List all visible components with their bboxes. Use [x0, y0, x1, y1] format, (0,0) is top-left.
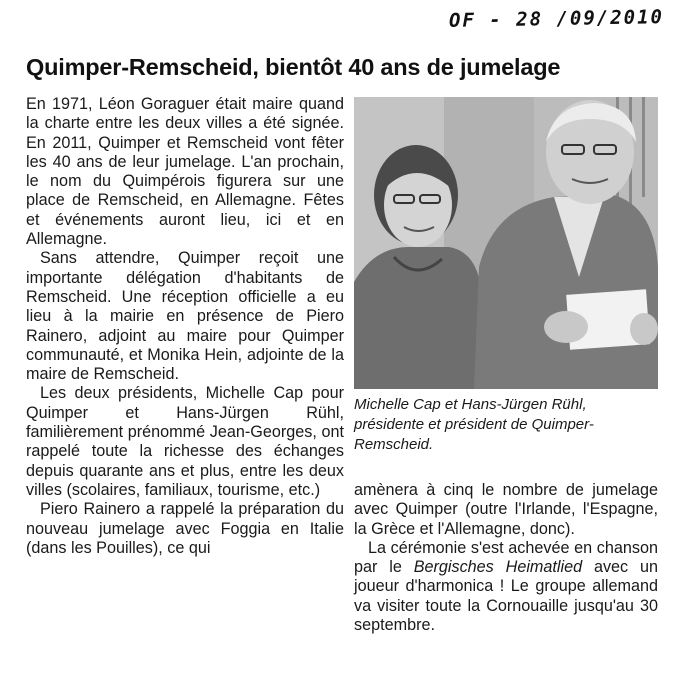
- caption-line-3: Remscheid.: [354, 436, 434, 453]
- paragraph-3: Les deux présidents, Michelle Cap pour Quimper et Hans-Jürgen Rühl, familièrement prénommé Jean-Georges, ont rappelé toute la richesse des échanges depuis quarante ans et plus, entre les deux villes (scolaires, familiaux, tourisme, etc.): [26, 384, 344, 499]
- photo-two-people-icon: [354, 97, 658, 389]
- caption-line-2: présidente et président de Quimper-: [354, 416, 594, 433]
- right-column: [354, 481, 658, 635]
- paragraph-2: Sans attendre, Quimper reçoit une importante délégation d'habitants de Remscheid. Une réception officielle a eu lieu à la mairie en présence de Piero Rainero, adjoint au maire pour Quimper communauté, et Monika Hein, adjointe de la maire de Remscheid.: [26, 249, 344, 384]
- paragraph-6-start: La cérémonie s'est achevée en chanson par le: [354, 538, 658, 577]
- article-headline: Quimper-Remscheid, bientôt 40 ans de jumelage: [26, 54, 561, 80]
- caption-line-1: Michelle Cap et Hans-Jürgen Rühl,: [354, 396, 587, 413]
- paragraph-4: Piero Rainero a rappelé la préparation du nouveau jumelage avec Foggia en Italie (dans les Pouilles), ce qui: [26, 500, 344, 557]
- paragraph-5: amènera à cinq le nombre de jumelage avec Quimper (outre l'Irlande, l'Espagne, la Grèce et l'Allemagne, donc).: [354, 481, 658, 538]
- left-column: [26, 95, 344, 558]
- song-title: Bergisches Heimatlied: [413, 558, 583, 577]
- article-photo: [354, 97, 658, 389]
- handwritten-date: OF - 28 /09/2010: [448, 6, 665, 32]
- paragraph-6-end: avec un joueur d'harmonica ! Le groupe allemand va visiter toute la Cornouaille jusqu'au 30 septembre.: [354, 558, 659, 635]
- paragraph-6: [354, 539, 658, 635]
- paragraph-1: En 1971, Léon Goraguer était maire quand la charte entre les deux villes a été signée. En 2011, Quimper et Remscheid vont fêter les 40 ans de leur jumelage. L'an prochain, le nom du Quimpérois figurera sur une place de Remscheid, en Allemagne. Fêtes et événements auront lieu, ici et en Allemagne.: [26, 95, 344, 249]
- photo-caption: [354, 395, 654, 455]
